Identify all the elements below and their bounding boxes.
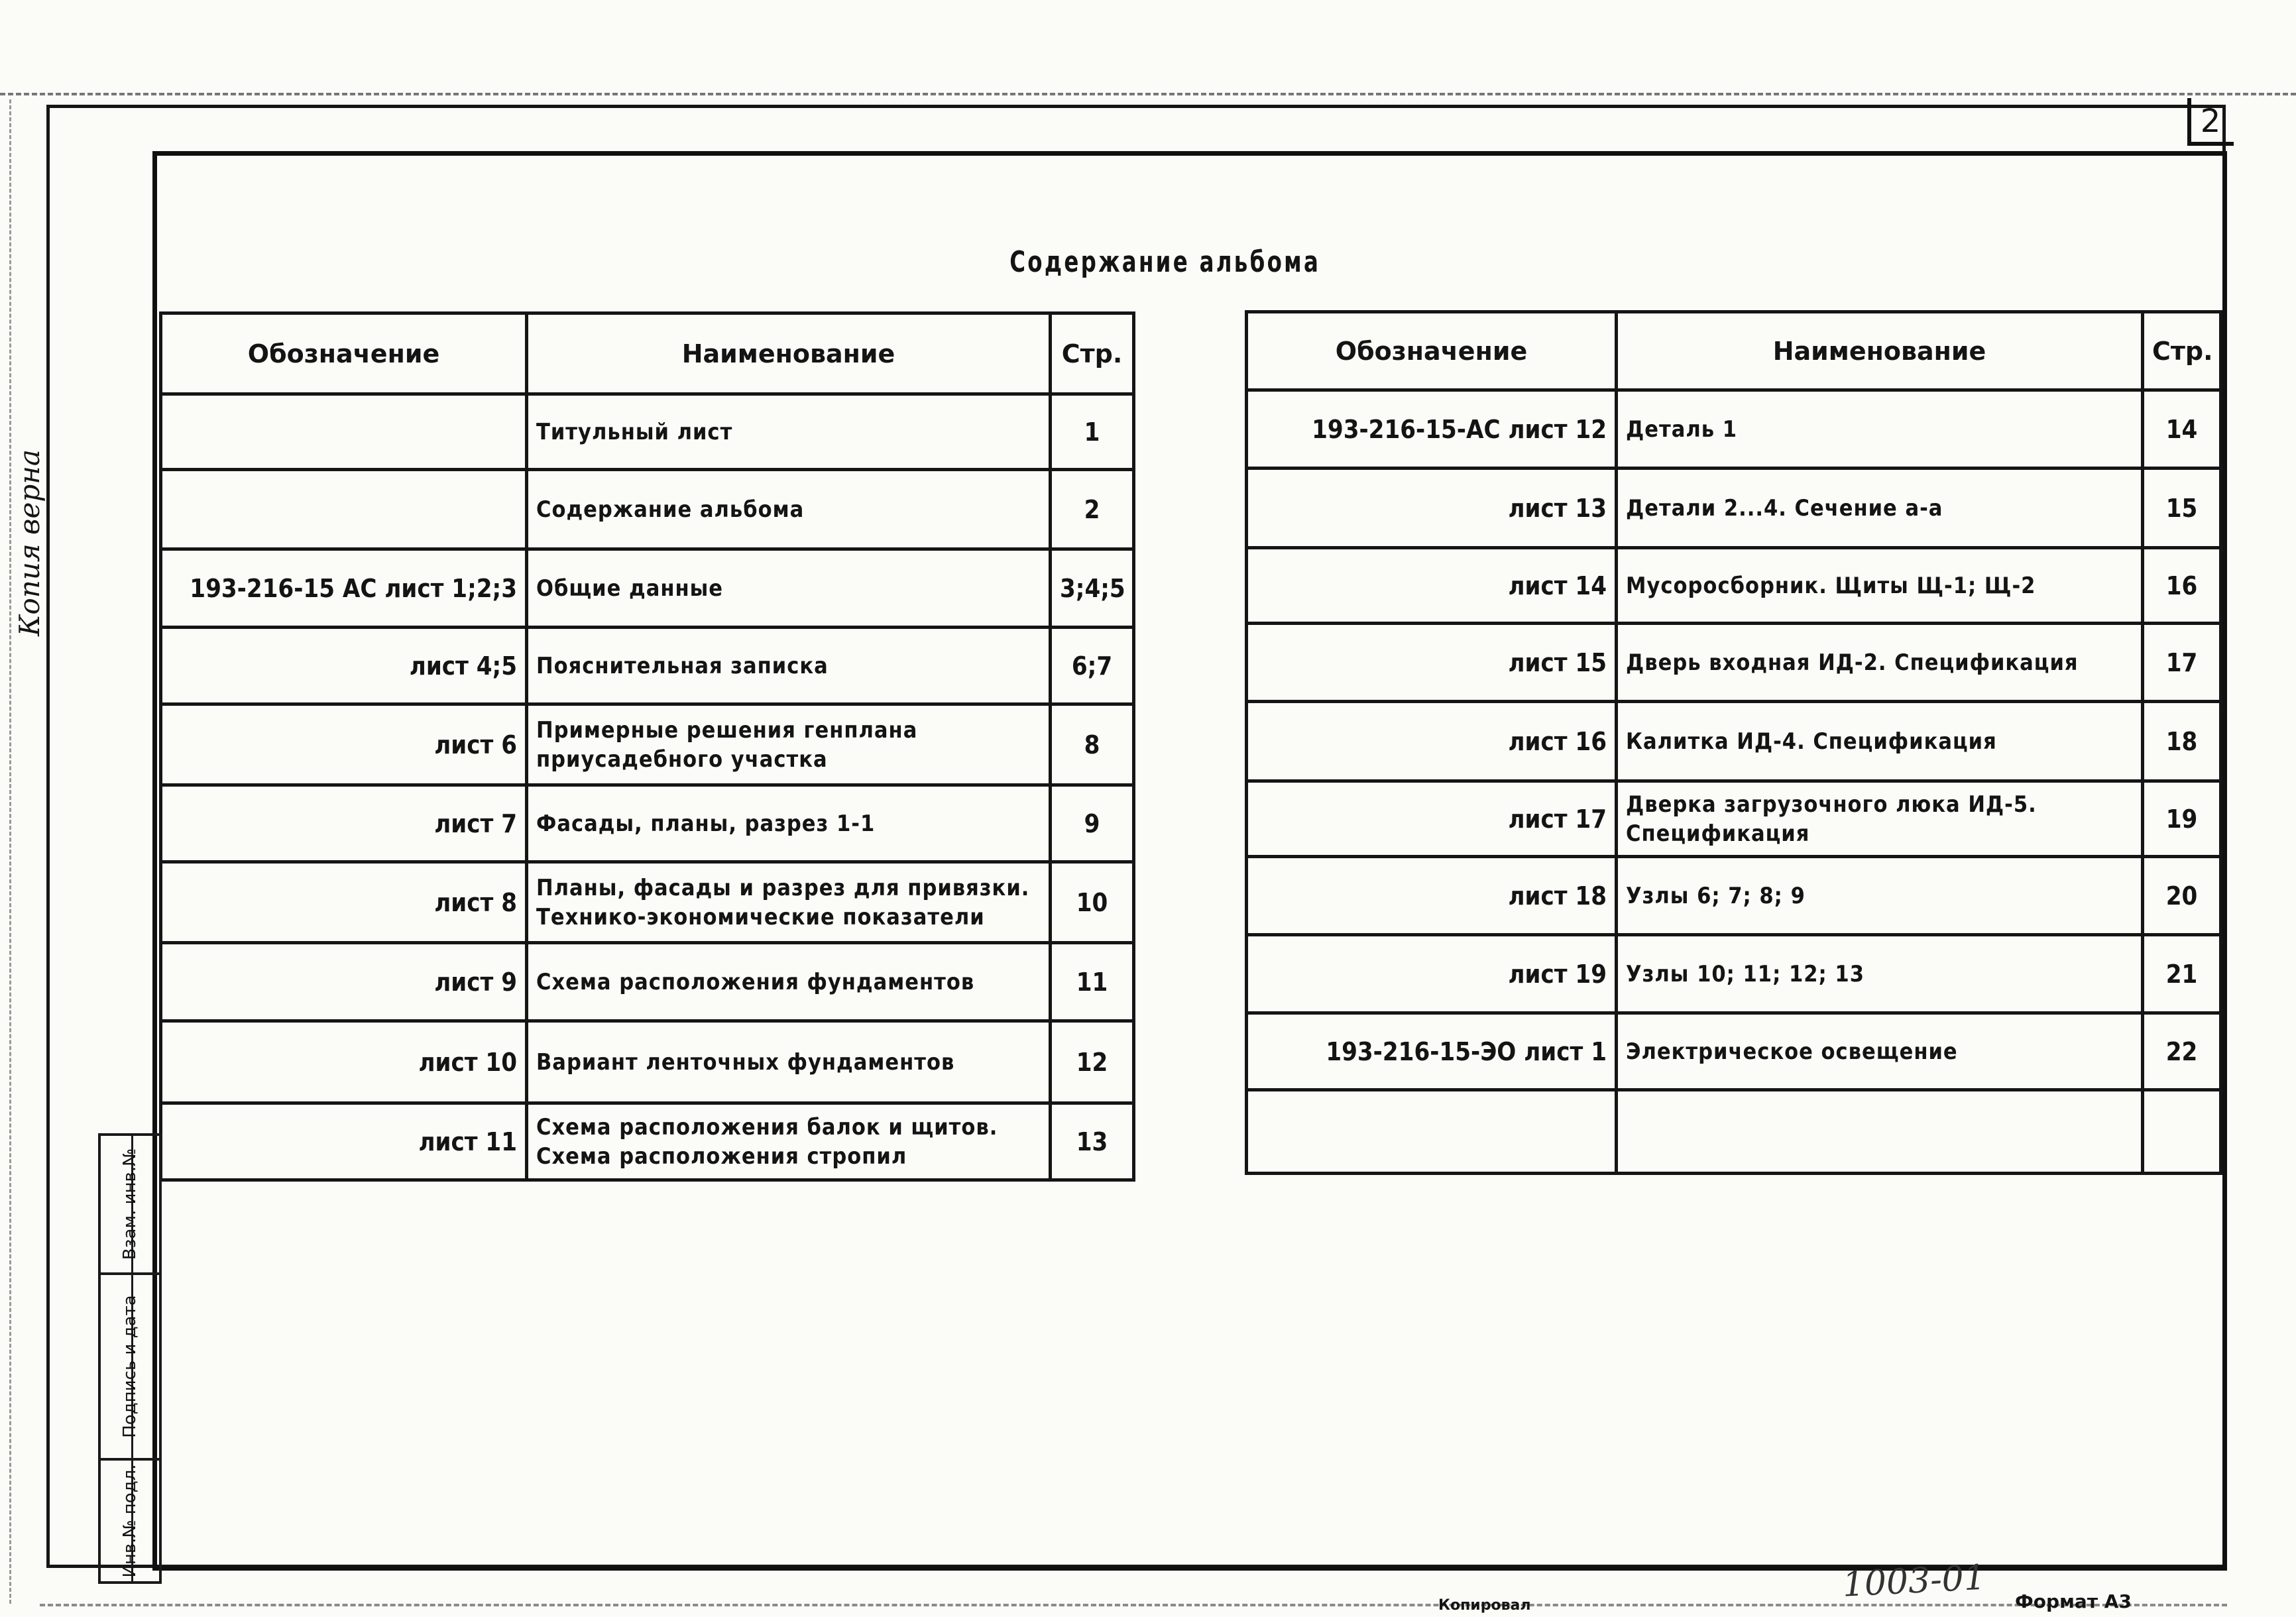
row-page: 13 [1051, 1103, 1134, 1180]
stamp-cell-inv-podl [101, 1461, 159, 1581]
row-page: 12 [1051, 1021, 1134, 1103]
table-row [1247, 390, 2221, 469]
row-name-line: Содержание альбома [536, 496, 805, 523]
row-designation [161, 394, 527, 470]
row-designation: лист 15 [1247, 624, 1617, 702]
contents-table-left [159, 311, 1135, 1182]
stamp-label-inv-podl: Инв.№ подл. [120, 1464, 140, 1578]
table-row [1247, 1013, 2221, 1090]
row-name [527, 785, 1051, 862]
row-name [1617, 702, 2143, 781]
row-designation: 193-216-15-ЭО лист 1 [1247, 1013, 1617, 1090]
table-row [1247, 857, 2221, 935]
row-name [527, 1103, 1051, 1180]
row-name [1617, 548, 2143, 624]
row-page: 19 [2143, 781, 2221, 857]
row-name [527, 394, 1051, 470]
top-cut-line [0, 93, 2296, 95]
row-page: 6;7 [1051, 628, 1134, 704]
row-designation: лист 19 [1247, 935, 1617, 1013]
row-name [1617, 1013, 2143, 1090]
table-row [161, 785, 1134, 862]
row-designation: лист 9 [161, 943, 527, 1021]
row-name-line: Фасады, планы, разрез 1-1 [536, 810, 876, 837]
row-name [527, 1021, 1051, 1103]
table-row [161, 549, 1134, 628]
row-page: 18 [2143, 702, 2221, 781]
row-page: 2 [1051, 470, 1134, 549]
row-name-line: приусадебного участка [536, 746, 828, 773]
copied-label: Копировал [1438, 1597, 1531, 1614]
row-name [1617, 781, 2143, 857]
row-designation: лист 8 [161, 862, 527, 943]
row-name-line: Калитка ИД-4. Спецификация [1626, 728, 1997, 755]
header-name: Наименование [527, 313, 1051, 394]
table-row [161, 943, 1134, 1021]
row-name-line: Детали 2...4. Сечение а-а [1626, 494, 1943, 522]
row-name [527, 549, 1051, 628]
row-name [1617, 935, 2143, 1013]
row-page: 15 [2143, 469, 2221, 548]
row-designation: лист 6 [161, 704, 527, 785]
row-designation: лист 18 [1247, 857, 1617, 935]
table-row [161, 628, 1134, 704]
row-designation: лист 14 [1247, 548, 1617, 624]
row-designation: лист 13 [1247, 469, 1617, 548]
row-page: 9 [1051, 785, 1134, 862]
row-name-line: Узлы 6; 7; 8; 9 [1626, 882, 1806, 909]
row-designation [1247, 1090, 1617, 1174]
row-name-line: Узлы 10; 11; 12; 13 [1626, 960, 1865, 987]
row-page: 11 [1051, 943, 1134, 1021]
row-designation: лист 17 [1247, 781, 1617, 857]
row-name-line: Схема расположения фундаментов [536, 968, 975, 995]
table-row [1247, 702, 2221, 781]
table-row [1247, 624, 2221, 702]
row-page: 3;4;5 [1051, 549, 1134, 628]
row-name-line: Электрическое освещение [1626, 1038, 1958, 1065]
row-page: 1 [1051, 394, 1134, 470]
table-row [161, 1021, 1134, 1103]
stamp-label-podpis-data: Подпись и дата [120, 1295, 140, 1438]
header-page: Стр. [2143, 312, 2221, 390]
row-name-line: Дверка загрузочного люка ИД-5. [1626, 791, 2037, 818]
row-name-line: Технико-экономические показатели [536, 903, 985, 930]
row-name [527, 628, 1051, 704]
side-stamp [98, 1133, 162, 1584]
album-contents-title: Содержание альбома [1009, 245, 1321, 279]
row-designation: лист 11 [161, 1103, 527, 1180]
row-designation: лист 10 [161, 1021, 527, 1103]
header-designation: Обозначение [161, 313, 527, 394]
row-name [1617, 857, 2143, 935]
handwritten-number: 1003-01 [1841, 1557, 1987, 1605]
row-name [1617, 624, 2143, 702]
row-name-line: Схема расположения балок и щитов. [536, 1113, 998, 1141]
row-page: 14 [2143, 390, 2221, 469]
row-designation [161, 470, 527, 549]
row-designation: 193-216-15 АС лист 1;2;3 [161, 549, 527, 628]
stamp-cell-vzam-inv [101, 1136, 159, 1275]
row-designation: лист 16 [1247, 702, 1617, 781]
row-name-line: Титульный лист [536, 418, 733, 445]
header-designation: Обозначение [1247, 312, 1617, 390]
table-row [161, 470, 1134, 549]
table-row [1247, 935, 2221, 1013]
row-name-line: Дверь входная ИД-2. Спецификация [1626, 649, 2079, 676]
contents-table-right [1245, 310, 2222, 1175]
table-row [1247, 781, 2221, 857]
copy-certified-text: Копия верна [13, 449, 46, 636]
row-page: 8 [1051, 704, 1134, 785]
row-name-line: Общие данные [536, 575, 724, 602]
row-name-line: Спецификация [1626, 820, 1810, 847]
row-designation: лист 7 [161, 785, 527, 862]
row-page: 16 [2143, 548, 2221, 624]
page-number: 2 [2200, 103, 2221, 140]
row-name [527, 943, 1051, 1021]
row-name-line: Примерные решения генплана [536, 716, 918, 744]
table-row [1247, 1090, 2221, 1174]
row-name-line: Деталь 1 [1626, 416, 1738, 443]
row-page: 20 [2143, 857, 2221, 935]
table-row [161, 862, 1134, 943]
row-name-line: Планы, фасады и разрез для привязки. [536, 874, 1030, 901]
table-row [161, 1103, 1134, 1180]
table-row [161, 394, 1134, 470]
row-page: 17 [2143, 624, 2221, 702]
row-name [1617, 469, 2143, 548]
row-name-line: Схема расположения стропил [536, 1143, 907, 1170]
left-cut-line [9, 99, 11, 1604]
header-page: Стр. [1051, 313, 1134, 394]
row-page: 21 [2143, 935, 2221, 1013]
table-row [1247, 469, 2221, 548]
row-designation: 193-216-15-АС лист 12 [1247, 390, 1617, 469]
row-page [2143, 1090, 2221, 1174]
row-name [527, 704, 1051, 785]
row-name-line: Мусоросборник. Щиты Щ-1; Щ-2 [1626, 572, 2036, 599]
row-page: 10 [1051, 862, 1134, 943]
row-page: 22 [2143, 1013, 2221, 1090]
stamp-cell-podpis-data [101, 1275, 159, 1461]
row-name-line: Пояснительная записка [536, 652, 829, 679]
header-name: Наименование [1617, 312, 2143, 390]
table-row [1247, 548, 2221, 624]
row-name-line: Вариант ленточных фундаментов [536, 1048, 955, 1076]
copy-certified-mark [13, 424, 60, 636]
stamp-label-vzam-inv: Взам. инв.№ [120, 1148, 140, 1260]
table-row [161, 704, 1134, 785]
row-name [527, 470, 1051, 549]
row-designation: лист 4;5 [161, 628, 527, 704]
row-name [1617, 1090, 2143, 1174]
row-name [527, 862, 1051, 943]
row-name [1617, 390, 2143, 469]
format-label: Формат А3 [2015, 1590, 2132, 1612]
